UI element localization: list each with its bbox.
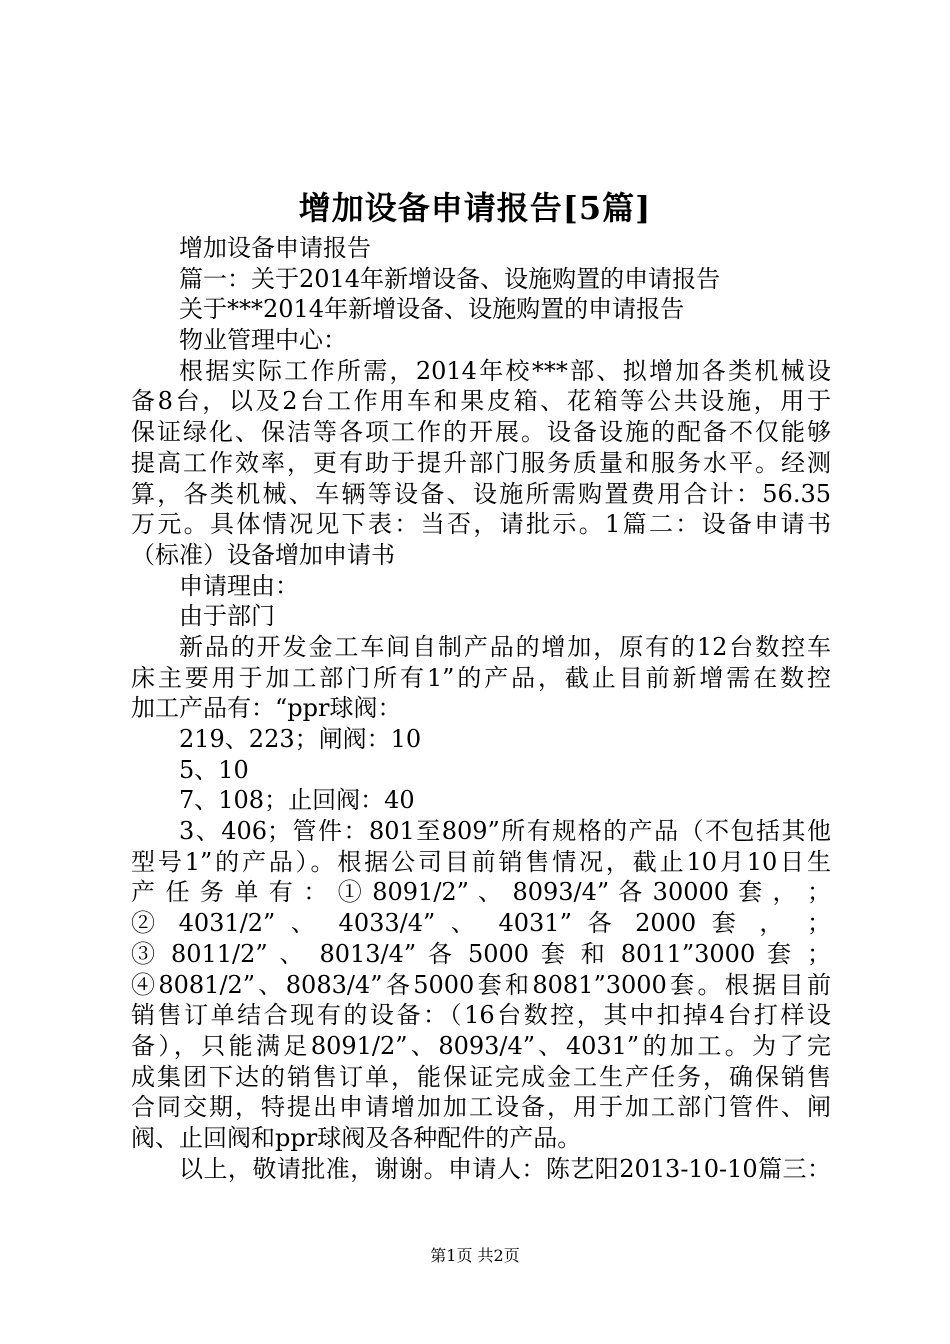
- body-line: 加工产品有：“ppr球阀：: [131, 694, 402, 723]
- page-footer: 第1页 共2页: [430, 1246, 520, 1265]
- body-line: 物业管理中心：: [179, 326, 347, 355]
- body-line: 3、406；管件：801至809”所有规格的产品（不包括其他: [179, 817, 831, 846]
- body-line: ④8081/2”、8083/4”各5000套和8081”3000套。根据目前: [131, 970, 831, 999]
- body-line: 床主要用于加工部门所有1”的产品，截止目前新增需在数控: [131, 663, 831, 692]
- body-line: 根据实际工作所需，2014年校***部、拟增加各类机械设: [179, 356, 831, 385]
- body-line: 保证绿化、保洁等各项工作的开展。设备设施的配备不仅能够: [131, 418, 831, 447]
- body-line: ③ 8011/2” 、 8013/4” 各 5000 套 和 8011”3000 套 ；: [131, 939, 831, 968]
- document-body: [131, 233, 831, 1184]
- body-line: 销售订单结合现有的设备：（16台数控，其中扣掉4台打样设: [131, 1001, 831, 1030]
- body-line: （标准）设备增加申请书: [131, 540, 395, 569]
- body-line: 成集团下达的销售订单，能保证完成金工生产任务，确保销售: [131, 1062, 831, 1091]
- body-line: 申请理由：: [179, 571, 299, 600]
- body-line: 5、10: [179, 755, 249, 784]
- body-line: 算，各类机械、车辆等设备、设施所需购置费用合计：56.35: [131, 479, 831, 508]
- body-line: 合同交期，特提出申请增加加工设备，用于加工部门管件、闸: [131, 1093, 831, 1122]
- body-line: 以上，敬请批准，谢谢。申请人：陈艺阳2013-10-10篇三：: [179, 1154, 831, 1183]
- body-line: 219、223；闸阀：10: [179, 725, 422, 753]
- body-line: 型号1”的产品）。根据公司目前销售情况，截止10月10日生: [131, 847, 831, 876]
- body-line: 关于***2014年新增设备、设施购置的申请报告: [179, 295, 685, 324]
- body-line: 篇一：关于2014年新增设备、设施购置的申请报告: [179, 264, 721, 293]
- body-line: 产 任 务 单 有 ： ① 8091/2” 、 8093/4” 各 30000 套 ， ；: [131, 878, 831, 907]
- body-line: 由于部门: [179, 602, 275, 631]
- body-line: 备），只能满足8091/2”、8093/4”、4031”的加工。为了完: [131, 1031, 831, 1060]
- body-line: 提高工作效率，更有助于提升部门服务质量和服务水平。经测: [131, 448, 831, 477]
- body-line: ② 4031/2” 、 4033/4” 、 4031” 各 2000 套 ， ；: [131, 909, 831, 938]
- body-line: 万元。具体情况见下表：当否，请批示。1篇二：设备申请书: [131, 510, 831, 539]
- document-title: 增加设备申请报告[5篇]: [298, 189, 652, 227]
- body-line: 阀、止回阀和ppr球阀及各种配件的产品。: [131, 1123, 582, 1152]
- body-line: 增加设备申请报告: [179, 234, 371, 262]
- body-line: 7、108；止回阀：40: [179, 786, 415, 815]
- body-line: 备8台，以及2台工作用车和果皮箱、花箱等公共设施，用于: [131, 387, 831, 416]
- body-line: 新品的开发金工车间自制产品的增加，原有的12台数控车: [179, 632, 831, 661]
